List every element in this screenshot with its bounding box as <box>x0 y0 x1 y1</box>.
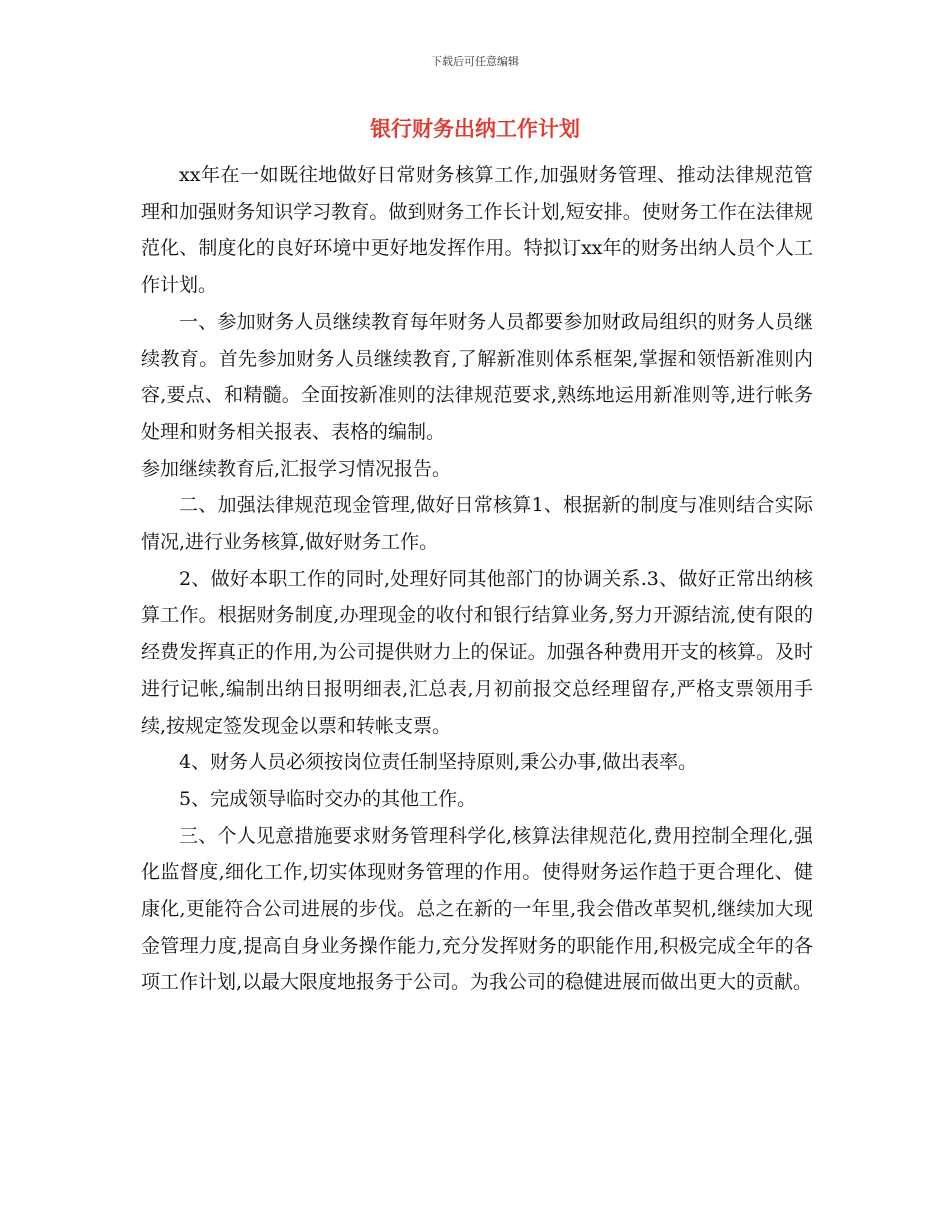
paragraph-item-2: 2、做好本职工作的同时,处理好同其他部门的协调关系.3、做好正常出纳核算工作。根据财务制度,办理现金的收付和银行结算业务,努力开源结流,使有限的经费发挥真正的作用,为公司提供财力上的保证。加强各种费用开支的核算。及时进行记帐,编制出纳日报明细表,汇总表,月初前报交总经理留存,严格支票领用手续,按规定签发现金以票和转帐支票。 <box>141 567 813 737</box>
paragraph-section-1-report: 参加继续教育后,汇报学习情况报告。 <box>141 457 452 480</box>
document-body <box>141 157 813 1001</box>
paragraph-item-4: 4、财务人员必须按岗位责任制坚持原则,秉公办事,做出表率。 <box>179 751 698 774</box>
paragraph-intro: xx年在一如既往地做好日常财务核算工作,加强财务管理、推动法律规范管理和加强财务知识学习教育。做到财务工作长计划,短安排。使财务工作在法律规范化、制度化的良好环境中更好地发挥作用。特拟订xx年的财务出纳人员个人工作计划。 <box>141 164 813 297</box>
header-note: 下载后可任意编辑 <box>431 55 519 68</box>
paragraph-section-2: 二、加强法律规范现金管理,做好日常核算1、根据新的制度与准则结合实际情况,进行业务核算,做好财务工作。 <box>141 494 813 554</box>
paragraph-item-5: 5、完成领导临时交办的其他工作。 <box>179 787 477 810</box>
document-title: 银行财务出纳工作计划 <box>370 117 580 141</box>
paragraph-section-1: 一、参加财务人员继续教育每年财务人员都要参加财政局组织的财务人员继续教育。首先参加财务人员继续教育,了解新准则体系框架,掌握和领悟新准则内容,要点、和精髓。全面按新准则的法律规范要求,熟练地运用新准则等,进行帐务处理和财务相关报表、表格的编制。 <box>141 310 813 443</box>
paragraph-section-3: 三、个人见意措施要求财务管理科学化,核算法律规范化,费用控制全理化,强化监督度,细化工作,切实体现财务管理的作用。使得财务运作趋于更合理化、健康化,更能符合公司进展的步伐。总之在新的一年里,我会借改革契机,继续加大现金管理力度,提高自身业务操作能力,充分发挥财务的职能作用,积极完成全年的各项工作计划,以最大限度地报务于公司。为我公司的稳健进展而做出更大的贡献。 <box>141 824 813 994</box>
